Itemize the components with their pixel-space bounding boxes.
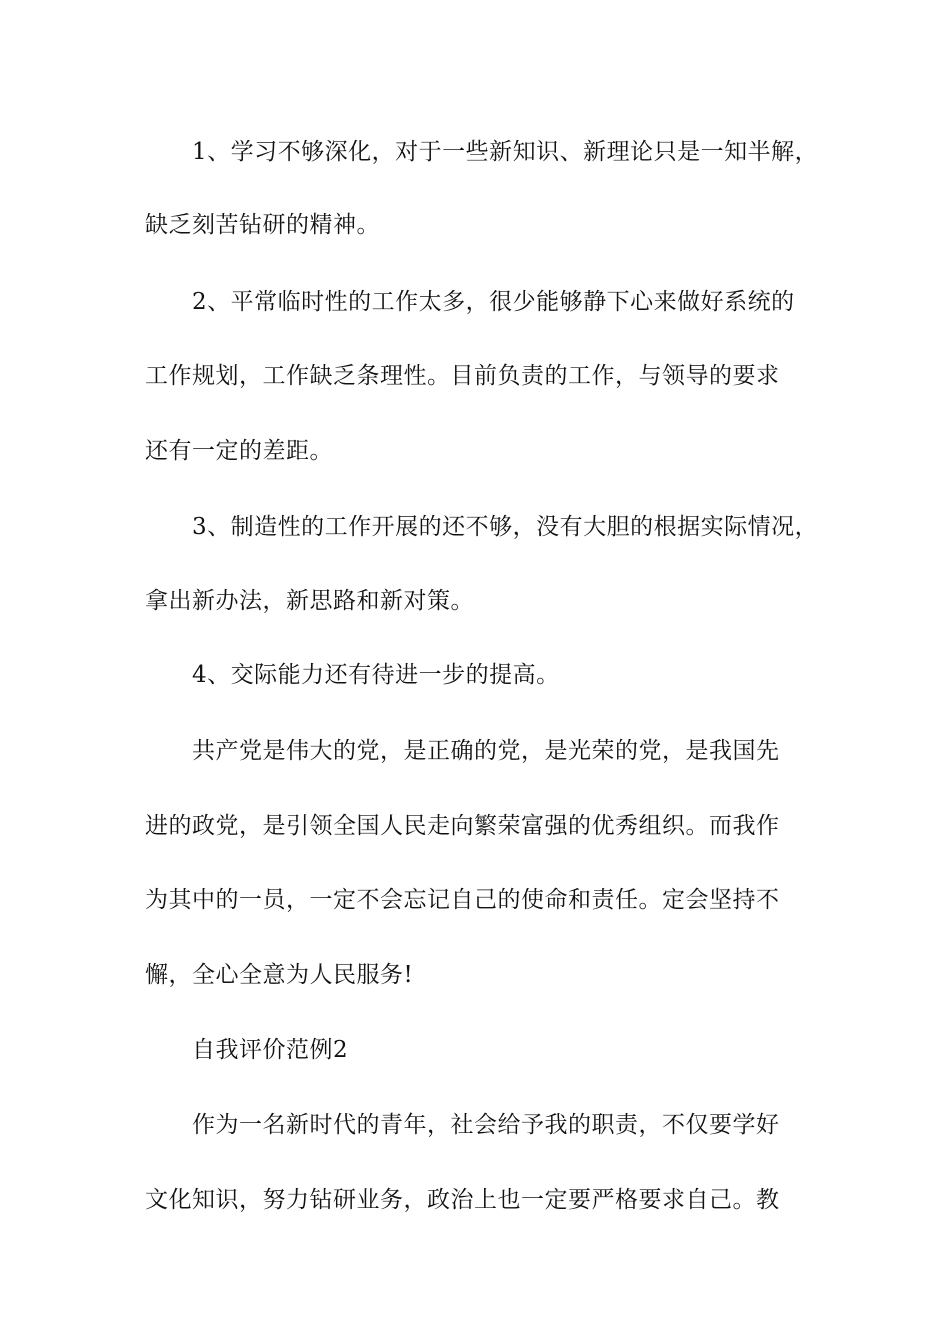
item-4-line-1: 4、交际能力还有待进一步的提高。 [192,662,560,688]
example-2-line-2: 文化知识，努力钻研业务，政治上也一定要严格要求自己。教 [145,1187,780,1213]
example-2-line-1: 作为一名新时代的青年，社会给予我的职责，不仅要学好 [192,1112,780,1138]
item-2-line-1: 2、平常临时性的工作太多，很少能够静下心来做好系统的 [192,289,795,315]
item-2-line-2: 工作规划，工作缺乏条理性。目前负责的工作，与领导的要求 [145,363,780,389]
party-paragraph-line-4: 懈，全心全意为人民服务! [145,962,414,988]
item-3-line-1: 3、制造性的工作开展的还不够，没有大胆的根据实际情况， [192,514,819,540]
item-1-line-2: 缺乏刻苦钻研的精神。 [145,212,380,238]
party-paragraph-line-3: 为其中的一员，一定不会忘记自己的使命和责任。定会坚持不 [145,887,780,913]
item-2-line-3: 还有一定的差距。 [145,438,333,464]
item-1-line-1: 1、学习不够深化，对于一些新知识、新理论只是一知半解， [192,139,819,165]
party-paragraph-line-2: 进的政党，是引领全国人民走向繁荣富强的优秀组织。而我作 [145,813,780,839]
section-heading: 自我评价范例2 [192,1037,349,1063]
party-paragraph-line-1: 共产党是伟大的党，是正确的党，是光荣的党，是我国先 [192,738,780,764]
item-3-line-2: 拿出新办法，新思路和新对策。 [145,588,474,614]
